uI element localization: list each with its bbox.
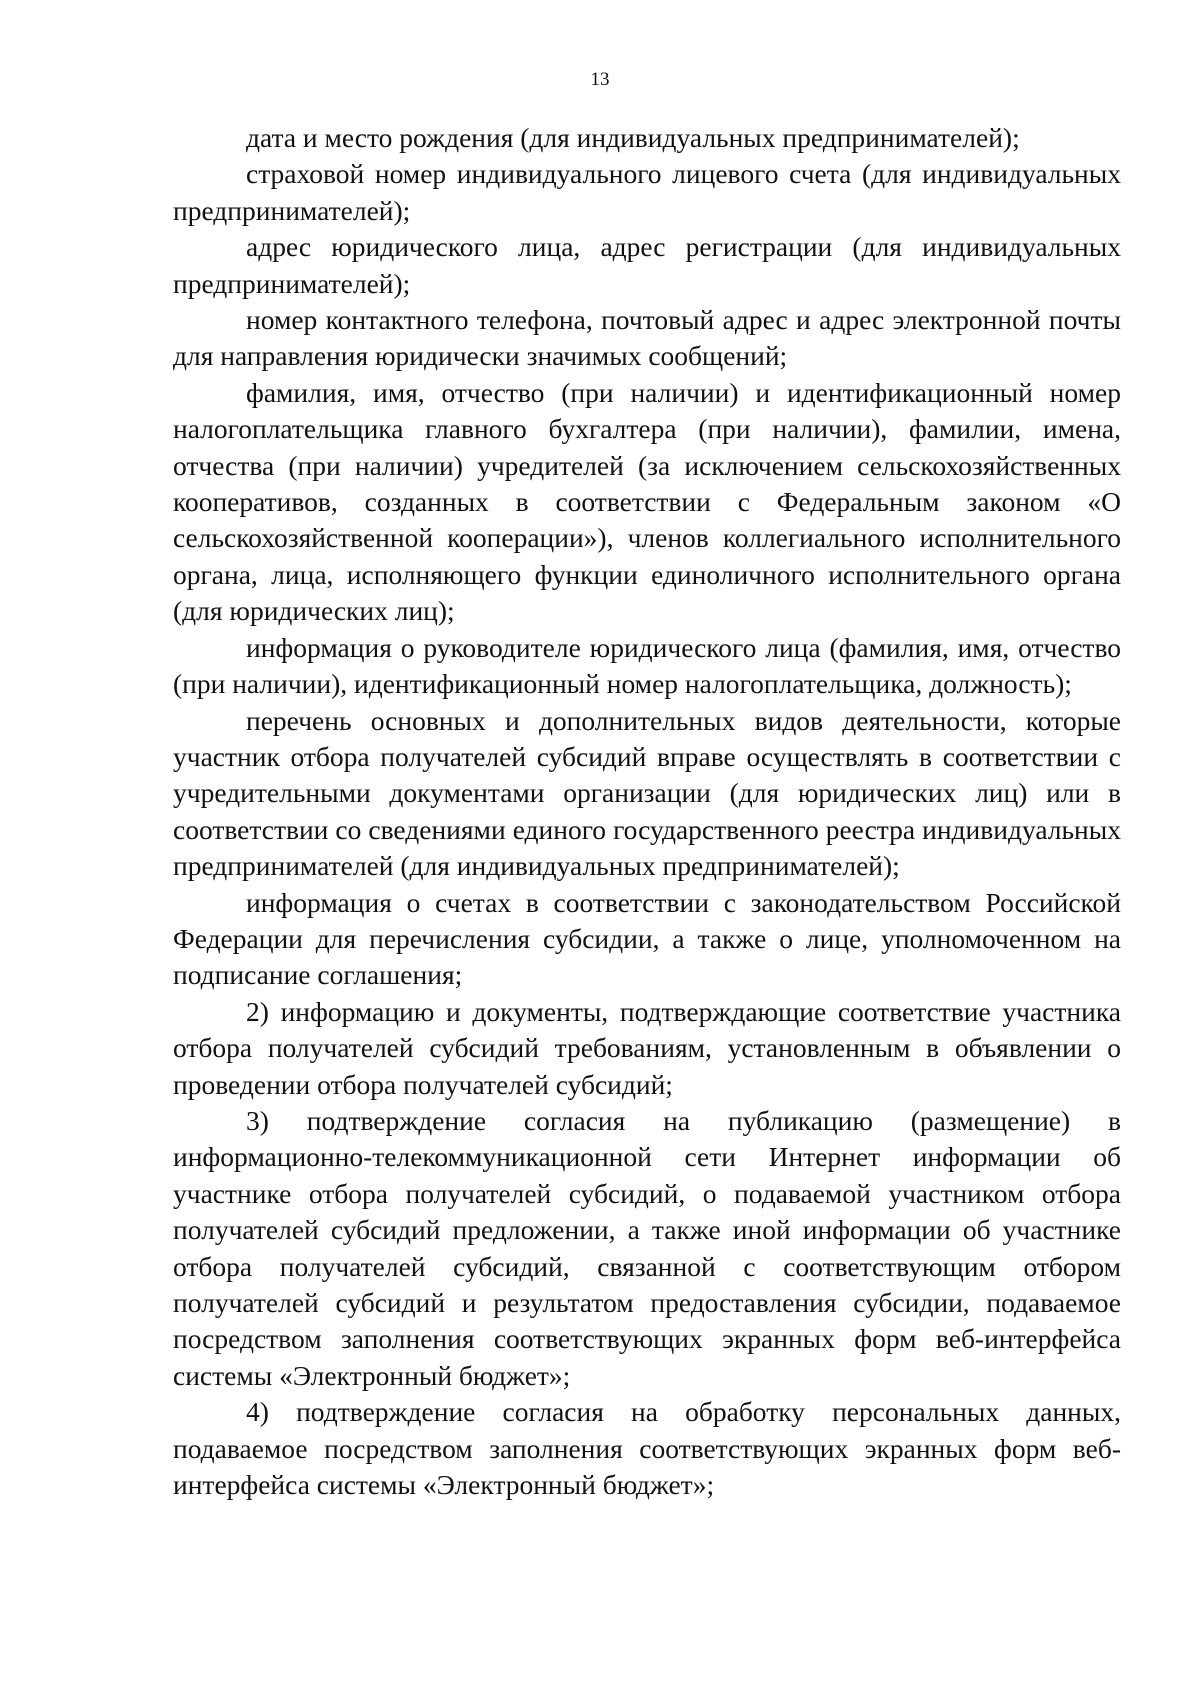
paragraph-item-2: 2) информацию и документы, подтверждающие соответствие участника отбора получателей субсидий требованиям, установленным в объявлении о проведении отбора получателей субсидий; xyxy=(173,995,1121,1100)
paragraph-activities-list: перечень основных и дополнительных видов деятельности, которые участник отбора получателей субсидий вправе осуществлять в соответствии с учредительными документами организации (для юридических лиц) или в соответствии со сведениями единого государственного реестра индивидуальных предпринимателей (для индивидуальных предпринимателей); xyxy=(173,704,1121,882)
paragraph-head-info: информация о руководителе юридического лица (фамилия, имя, отчество (при наличии), идентификационный номер налогоплательщика, должность); xyxy=(173,631,1121,700)
paragraph-insurance-number: страховой номер индивидуального лицевого счета (для индивидуальных предпринимателей); xyxy=(173,158,1121,226)
paragraph-accounts-info: информация о счетах в соответствии с законодательством Российской Федерации для перечисления субсидии, а также о лице, уполномоченном на подписание соглашения; xyxy=(173,886,1121,991)
paragraph-item-4: 4) подтверждение согласия на обработку персональных данных, подаваемое посредством заполнения соответствующих экранных форм веб-интерфейса системы «Электронный бюджет»; xyxy=(173,1396,1121,1501)
document-body xyxy=(173,120,1121,1503)
page-number: 13 xyxy=(590,69,610,90)
paragraph-item-3: 3) подтверждение согласия на публикацию (размещение) в информационно-телекоммуникационной сети Интернет информации об участнике отбора получателей субсидий, о подаваемой участником отбора получателей субсидий предложении, а также иной информации об участнике отбора получателей субсидий, связанной с соответствующим отбором получателей субсидий и результатом предоставления субсидии, подаваемое посредством заполнения соответствующих экранных форм веб-интерфейса системы «Электронный бюджет»; xyxy=(173,1104,1121,1391)
paragraph-contact-phone: номер контактного телефона, почтовый адрес и адрес электронной почты для направления юридически значимых сообщений; xyxy=(173,304,1121,372)
paragraph-birth-date: дата и место рождения (для индивидуальных предпринимателей); xyxy=(246,122,1020,153)
paragraph-address: адрес юридического лица, адрес регистрации (для индивидуальных предпринимателей); xyxy=(173,231,1121,299)
paragraph-accountant-founders: фамилия, имя, отчество (при наличии) и идентификационный номер налогоплательщика главного бухгалтера (при наличии), фамилии, имена, отчества (при наличии) учредителей (за исключением сельскохозяйственных кооперативов, созданных в соответствии с Федеральным законом «О сельскохозяйственной кооперации»), членов коллегиального исполнительного органа, лица, исполняющего функции единоличного исполнительного органа (для юридических лиц); xyxy=(173,376,1121,627)
